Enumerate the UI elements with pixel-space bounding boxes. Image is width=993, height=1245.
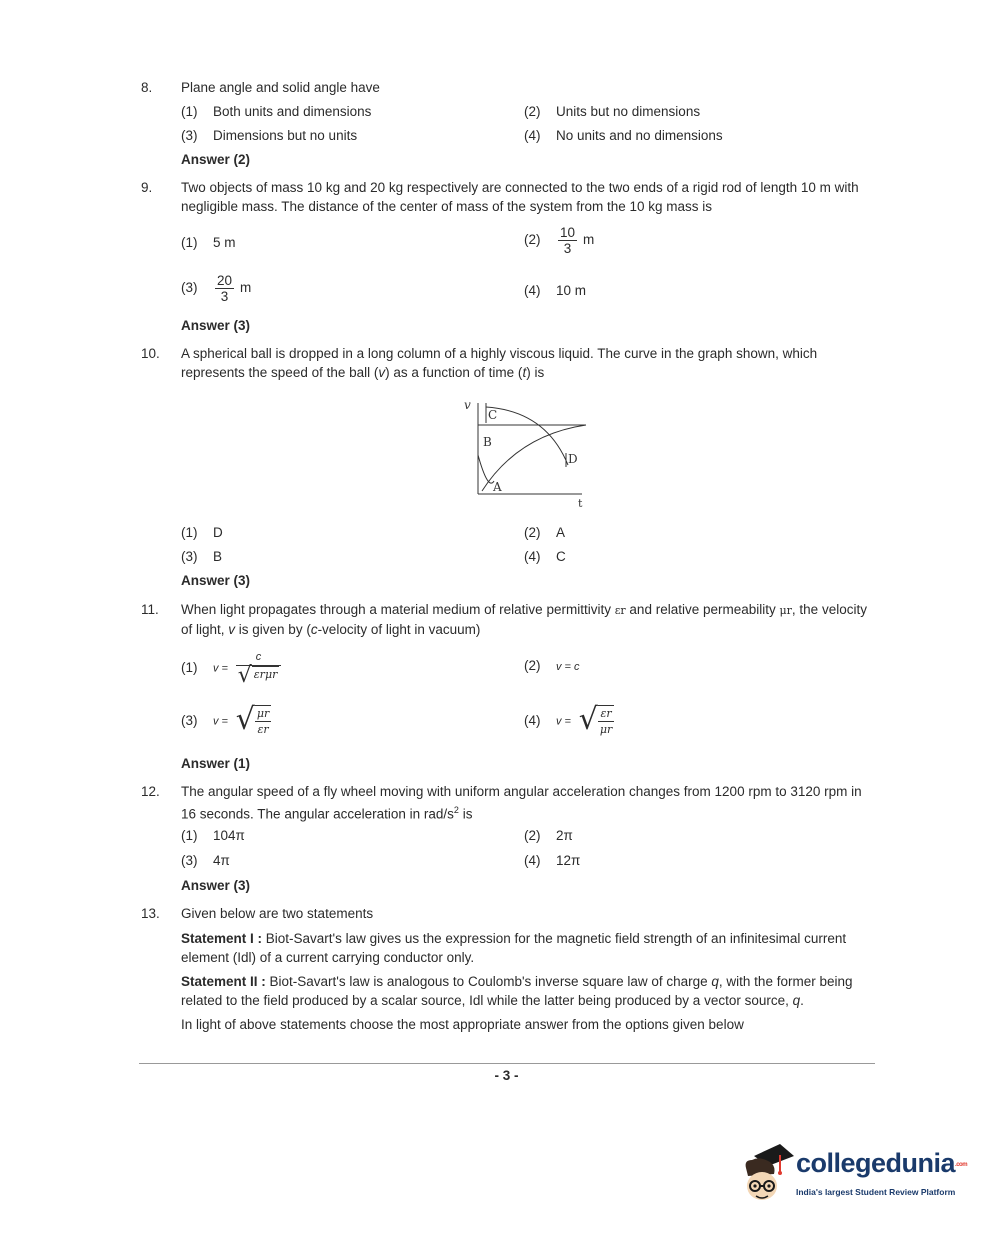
option-4: (4) v = √ $\frac{\varepsilon r}{\mu r}$: [524, 702, 613, 737]
question-text: Given below are two statements: [181, 906, 374, 921]
option-2: (2) A: [524, 525, 566, 540]
footer-divider: [139, 1063, 875, 1064]
option-1: (1) Both units and dimensions: [181, 104, 372, 119]
curve-c: [486, 407, 568, 465]
option-1: (1) 104π: [181, 828, 245, 843]
option-4: (4) 12π: [524, 853, 581, 868]
answer: Answer (2): [181, 152, 251, 167]
question-text: Plane angle and solid angle have: [181, 80, 380, 95]
graph-y-label: v: [464, 398, 471, 412]
question-number: 8.: [141, 80, 153, 95]
option-1: (1) 5 m: [181, 235, 236, 250]
graph-label-c: C: [488, 408, 498, 422]
answer: Answer (3): [181, 318, 251, 333]
option-1: (1) D: [181, 525, 223, 540]
question-number: 12.: [141, 784, 160, 799]
question-number: 11.: [141, 602, 159, 617]
velocity-time-graph: [458, 395, 598, 515]
graph-label-a: A: [493, 480, 502, 494]
question-number: 9.: [141, 180, 153, 195]
brand-name: collegedunia.com: [796, 1148, 968, 1178]
question-number: 13.: [141, 906, 160, 921]
option-4: (4) 10 m: [524, 283, 587, 298]
closing-instruction: In light of above statements choose the most appropriate answer from the options given below: [181, 1017, 744, 1032]
question-text: A spherical ball is dropped in a long column of a highly viscous liquid. The curve in the graph shown, which represents the speed of the ball (v) as a function of time (t) is: [181, 346, 818, 380]
option-2: (2) $\frac{10}{3}$ m: [524, 225, 595, 256]
option-2: (2) Units but no dimensions: [524, 104, 701, 119]
collegedunia-logo[interactable]: [740, 1138, 968, 1210]
question-text: Two objects of mass 10 kg and 20 kg respectively are connected to the two ends of a rigid rod of length 10 m with negligible mass. The distance of the center of mass of the system from the 10 kg mass is: [181, 180, 859, 214]
option-2: (2) 2π: [524, 828, 573, 843]
option-4: (4) C: [524, 549, 566, 564]
curve-a-hook: [478, 455, 494, 483]
option-4: (4) No units and no dimensions: [524, 128, 723, 143]
graph-x-label: t: [578, 497, 583, 510]
option-3: (3) $\frac{20}{3}$ m: [181, 273, 252, 304]
page-number: - 3 -: [494, 1068, 519, 1083]
graph-label-b: B: [483, 435, 492, 449]
statement-2: Statement II : Biot-Savart's law is analogous to Coulomb's inverse square law of charge q, with the former being related to the field produced by a scalar source, Idl while the latter being produced by a vector source, q.: [181, 974, 853, 1008]
option-3: (3) Dimensions but no units: [181, 128, 358, 143]
answer: Answer (1): [181, 756, 251, 771]
answer: Answer (3): [181, 573, 251, 588]
student-mascot-icon: [740, 1138, 796, 1210]
question-number: 10.: [141, 346, 160, 361]
statement-1: Statement I : Biot-Savart's law gives us the expression for the magnetic field strength of an infinitesimal current element (Idl) of a current carrying conductor only.: [181, 931, 847, 965]
question-text: The angular speed of a fly wheel moving with uniform angular acceleration changes from 1200 rpm to 3120 rpm in 16 seconds. The angular acceleration in rad/$s^2$ is: [181, 784, 862, 822]
option-3: (3) 4π: [181, 853, 230, 868]
answer: Answer (3): [181, 878, 251, 893]
option-3: (3) B: [181, 549, 223, 564]
option-1: (1) v = c √ εrμr: [181, 650, 287, 686]
graph-label-d: D: [568, 452, 578, 466]
option-2: (2) v = c: [524, 658, 580, 673]
question-text: When light propagates through a material medium of relative permittivity εr and relative permeability μr, the velocity of light, v is given by (c-velocity of light in vacuum): [181, 602, 867, 637]
option-3: (3) v = √ $\frac{\mu r}{\varepsilon r}$: [181, 702, 270, 737]
brand-tagline: India's largest Student Review Platform: [796, 1187, 956, 1197]
